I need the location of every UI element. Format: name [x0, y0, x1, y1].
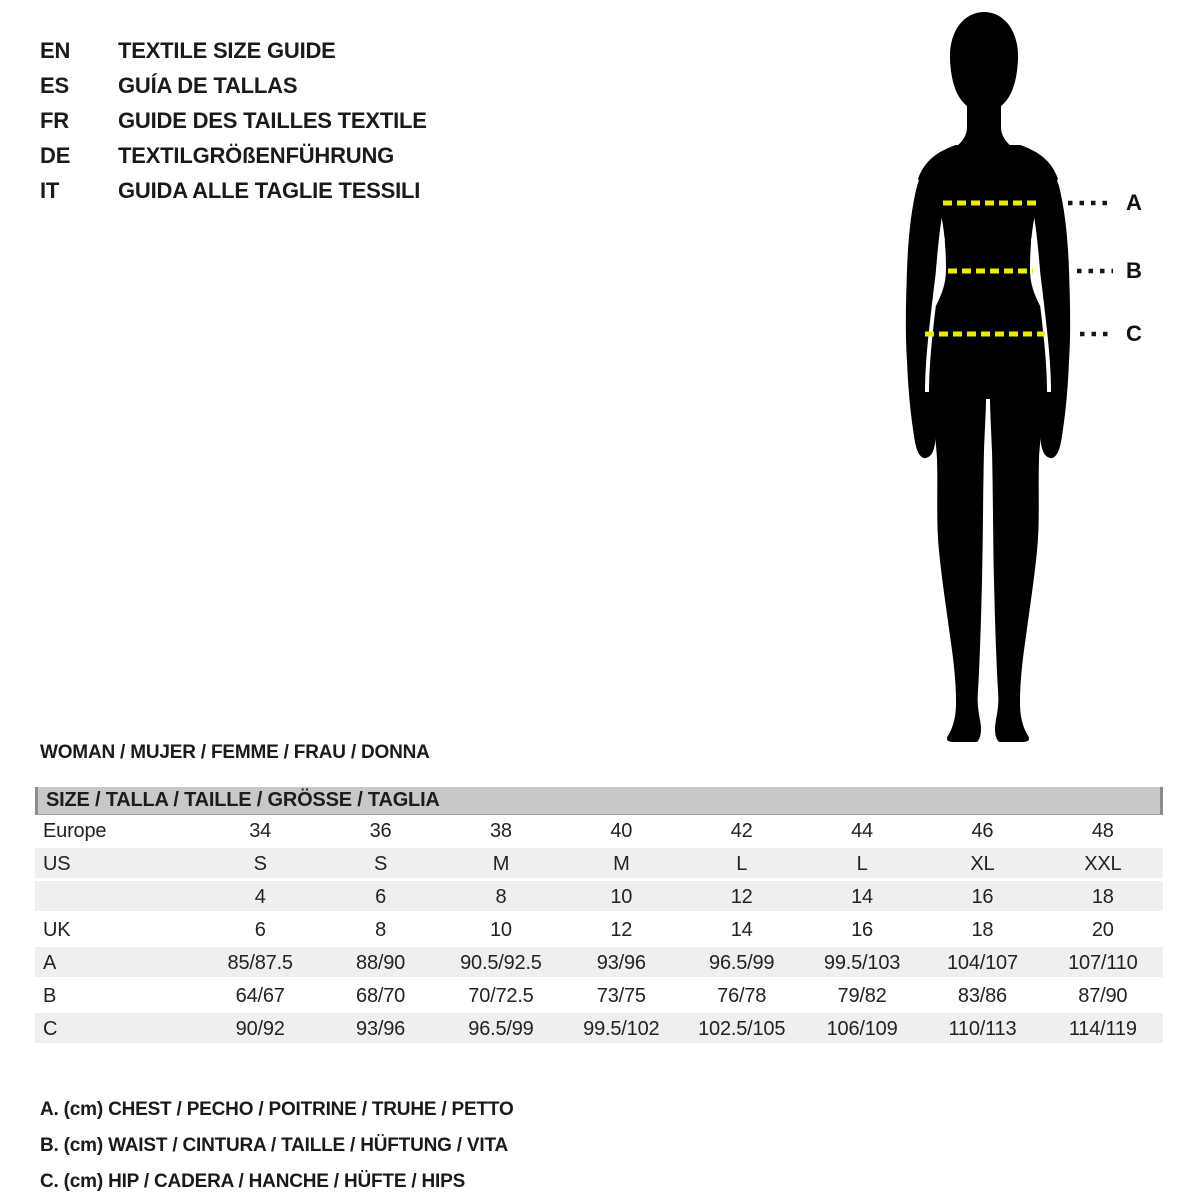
table-cell: S	[253, 853, 267, 875]
table-cell: L	[856, 853, 868, 875]
table-cell: 114/119	[1068, 1018, 1137, 1040]
table-row-us-numbers	[35, 881, 1163, 914]
table-cell: 106/109	[826, 1018, 898, 1040]
language-row-de	[40, 138, 427, 173]
table-cell: 38	[490, 820, 512, 842]
language-code: IT	[40, 178, 60, 203]
language-title: TEXTILGRÖßENFÜHRUNG	[118, 143, 395, 168]
language-title: GUIDE DES TAILLES TEXTILE	[118, 108, 427, 133]
table-cell: 96.5/99	[468, 1018, 534, 1040]
table-cell: 99.5/102	[583, 1018, 660, 1040]
table-row-chest	[35, 947, 1163, 980]
table-cell: 42	[730, 820, 753, 842]
table-row-waist	[35, 980, 1163, 1013]
language-code: EN	[40, 38, 71, 63]
language-row-fr	[40, 103, 427, 138]
language-row-it	[40, 173, 427, 208]
table-cell: 104/107	[946, 952, 1018, 974]
table-cell: 70/72.5	[468, 985, 534, 1007]
table-cell: 90/92	[235, 1018, 285, 1040]
table-cell: 73/75	[596, 985, 646, 1007]
language-title: GUIDA ALLE TAGLIE TESSILI	[118, 178, 421, 203]
row-label: Europe	[43, 820, 107, 842]
row-label: US	[43, 853, 71, 875]
row-label: C	[43, 1018, 58, 1040]
table-cell: 6	[375, 886, 387, 908]
table-cell: 83/86	[957, 985, 1007, 1007]
language-code: DE	[40, 143, 71, 168]
table-cell: 96.5/99	[709, 952, 775, 974]
table-cell: S	[373, 853, 388, 875]
table-cell: 20	[1091, 919, 1114, 941]
language-row-en	[40, 33, 427, 68]
table-cell: 79/82	[837, 985, 887, 1007]
table-row-europe	[35, 815, 1163, 848]
language-code: FR	[40, 108, 69, 133]
language-list	[40, 33, 427, 208]
table-cell: 107/110	[1068, 952, 1138, 974]
language-row-es	[40, 68, 427, 103]
table-cell: 68/70	[356, 985, 406, 1007]
woman-silhouette-figure	[880, 0, 1200, 760]
language-title: GUÍA DE TALLAS	[118, 73, 298, 98]
table-cell: XXL	[1084, 853, 1122, 875]
table-cell: 99.5/103	[823, 952, 901, 974]
table-cell: 36	[369, 820, 392, 842]
table-cell: 18	[971, 919, 994, 941]
table-cell: 10	[610, 886, 633, 908]
table-row-hip	[35, 1013, 1163, 1046]
table-cell: 85/87.5	[227, 952, 293, 974]
measurement-legend	[40, 1092, 514, 1200]
row-label: A	[43, 952, 57, 974]
legend-hip: C. (cm) HIP / CADERA / HANCHE / HÜFTE / HIPS	[40, 1171, 466, 1192]
legend-chest: A. (cm) CHEST / PECHO / POITRINE / TRUHE / PETTO	[40, 1099, 514, 1120]
table-cell: XL	[970, 853, 995, 875]
table-cell: 110/113	[948, 1018, 1017, 1040]
table-cell: 87/90	[1078, 985, 1128, 1007]
table-cell: 14	[851, 886, 873, 908]
table-cell: M	[613, 853, 630, 875]
table-cell: 88/90	[356, 952, 406, 974]
table-cell: 12	[730, 886, 753, 908]
table-cell: L	[736, 853, 748, 875]
table-cell: 44	[851, 820, 873, 842]
table-cell: 76/78	[717, 985, 767, 1007]
size-table-header: SIZE / TALLA / TAILLE / GRÖSSE / TAGLIA	[35, 787, 1163, 815]
table-cell: 40	[610, 820, 633, 842]
table-cell: 8	[375, 919, 387, 941]
table-row-us-letters	[35, 848, 1163, 881]
table-cell: 14	[730, 919, 753, 941]
language-code: ES	[40, 73, 69, 98]
table-cell: 64/67	[235, 985, 285, 1007]
marker-label-a: A	[1126, 190, 1142, 215]
table-cell: 93/96	[356, 1018, 406, 1040]
row-label: B	[43, 985, 57, 1007]
table-cell: 16	[971, 886, 994, 908]
marker-label-c: C	[1126, 321, 1142, 346]
table-cell: 34	[249, 820, 272, 842]
table-cell: 93/96	[596, 952, 646, 974]
table-cell: 90.5/92.5	[460, 952, 542, 974]
table-cell: 8	[495, 886, 507, 908]
silhouette-head	[950, 12, 1018, 146]
table-cell: 46	[971, 820, 994, 842]
size-table	[35, 787, 1163, 1046]
table-cell: 4	[254, 886, 266, 908]
table-cell: 18	[1091, 886, 1114, 908]
table-row-uk	[35, 914, 1163, 947]
row-label: UK	[43, 919, 71, 941]
marker-label-b: B	[1126, 258, 1142, 283]
language-title: TEXTILE SIZE GUIDE	[118, 38, 336, 63]
section-title: WOMAN / MUJER / FEMME / FRAU / DONNA	[40, 742, 430, 763]
table-cell: 48	[1091, 820, 1114, 842]
table-cell: 10	[490, 919, 512, 941]
legend-waist: B. (cm) WAIST / CINTURA / TAILLE / HÜFTUNG / VITA	[40, 1135, 508, 1156]
table-cell: 16	[851, 919, 873, 941]
table-cell: 6	[254, 919, 266, 941]
table-cell: 12	[610, 919, 633, 941]
table-cell: 102.5/105	[698, 1018, 786, 1040]
table-cell: M	[492, 853, 510, 875]
